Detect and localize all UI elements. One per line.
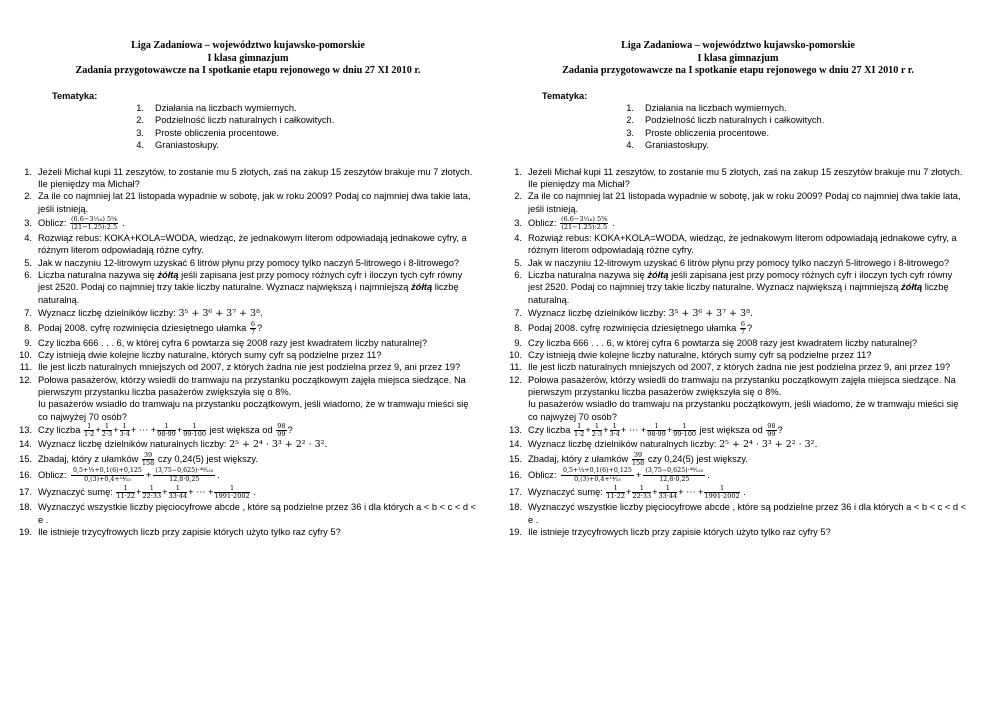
problem-item: 4. Rozwiąż rebus: KOKA+KOLA=WODA, wiedząc, że jednakowym literom odpowiadają jednakowe cyfry, a różnym literom odpowiadają różne cyfry.	[514, 233, 957, 256]
topic-item: 3. Proste obliczenia procentowe.	[136, 127, 280, 138]
problem-item: 11. Ile jest liczb naturalnych mniejszych od 2007, z których żadna nie jest podzielna przez 9, ani przez 19?	[19, 362, 461, 373]
problem-item: 16. Oblicz: $\frac{\text{0,5+⅓+0,1(6)+0,125}}{\text{0,(3)+0,4+¹⁴⁄₁₅}}$ + $\frac{\text{(3,75−0,625)·⁴⁸⁄₁₂₅}}{12,8\cdot 0,25}$ .	[509, 467, 710, 484]
topics-label: Tematyka:	[52, 90, 98, 101]
header-line3: Zadania przygotowawcze na I spotkanie etapu rejonowego w dniu 27 XI 2010 r r.	[562, 65, 914, 76]
problem-item: 10. Czy istnieją dwie kolejne liczby naturalne, których sumy cyfr są podzielne przez 11?	[509, 350, 872, 361]
header-line1: Liga Zadaniowa – województwo kujawsko-pomorskie	[131, 40, 365, 51]
topic-item: 4. Graniastosłupy.	[136, 140, 219, 151]
problem-item: 4. Rozwiąż rebus: KOKA+KOLA=WODA, wiedząc, że jednakowym literom odpowiadają jednakowe cyfry, a różnym literom odpowiadają różne cyfry.	[24, 233, 467, 256]
problem-item: 11. Ile jest liczb naturalnych mniejszych od 2007, z których żadna nie jest podzielna przez 9, ani przez 19?	[509, 362, 951, 373]
problem-item: 10. Czy istnieją dwie kolejne liczby naturalne, których sumy cyfr są podzielne przez 11?	[19, 350, 382, 361]
fraction: $\frac{6}{7}$	[740, 320, 745, 337]
header-line2: I klasa gimnazjum	[697, 52, 779, 64]
topics-list	[124, 102, 478, 152]
problem-item: 2. Za ile co najmniej lat 21 listopada wypadnie w sobotę, jak w roku 2009? Podaj co najmniej dwa takie lata, jeśli istnieją.	[24, 191, 471, 214]
problem-item: 16. Oblicz: $\frac{\text{0,5+⅓+0,1(6)+0,125}}{\text{0,(3)+0,4+¹⁴⁄₁₅}}$ + $\frac{\text{(3,75−0,625)·⁴⁸⁄₁₂₅}}{12,8\cdot 0,25}$ .	[19, 467, 220, 484]
problem-item: 19. Ile istnieje trzycyfrowych liczb przy zapisie których użyto tylko raz cyfry 5?	[509, 526, 831, 537]
problem-item: 8. Podaj 2008. cyfrę rozwinięcia dziesiętnego ułamka $\frac{6}{7}$ ?	[514, 320, 753, 337]
problem-item: 3. Oblicz: $\frac{\text{(6.6−3¹⁄₁₆) 5⅚}}{(21-1.25):2.5}$ .	[24, 215, 125, 232]
problem-item: 1. Jeżeli Michał kupi 11 zeszytów, to zostanie mu 5 złotych, zaś na zakup 15 zeszytów brakuje mu 7 złotych. Ile pieniędzy ma Michał?	[24, 166, 473, 190]
problem-item: 14. Wyznacz liczbę dzielników naturalnych liczby: 2⁵ + 2⁴ · 3³ + 2² · 3².	[19, 439, 328, 451]
header-line2: I klasa gimnazjum	[207, 52, 289, 64]
problem-item: 18. Wyznaczyć wszystkie liczby pięciocyfrowe abcde , które są podzielne przez 36 i dla których a < b < c < d < e .	[509, 502, 967, 525]
page-right	[508, 40, 968, 538]
problem-item: 6. Liczba naturalna nazywa się żółtą jeśli zapisana jest przy pomocy różnych cyfr i iloczyn tych cyfr równy jest 2520. Podaj co najmniej trzy takie liczby naturalne. Wyznacz największą i najmniejszą żółtą liczbę naturalną.	[514, 269, 953, 305]
problem-item: 1. Jeżeli Michał kupi 11 zeszytów, to zostanie mu 5 złotych, zaś na zakup 15 zeszytów brakuje mu 7 złotych. Ile pieniędzy ma Michał?	[514, 166, 963, 190]
fraction: $\frac{\text{(6.6−3¹⁄₁₆) 5⅚}}{(21-1.25):2.5}$	[561, 215, 608, 232]
problem-item: 5. Jak w naczyniu 12-litrowym uzyskać 6 litrów płynu przy pomocy tylko naczyń 5-litrowego i 8-litrowego?	[24, 257, 460, 268]
topics-label: Tematyka:	[542, 90, 588, 101]
topic-item: 2. Podzielność liczb naturalnych i całkowitych.	[136, 115, 335, 126]
problem-item: 12. Połowa pasażerów, którzy wsiedli do tramwaju na przystanku początkowym zajęła miejsca siedzące. Na pierwszym przystanku liczba pasażerów zwiększyła się o 8%. Iu pasażerów wsiadło do tramwaju na przystanku początkowym, jeśli wiadomo, że w tramwaju mieści się co najwyżej 70 osób?	[19, 374, 469, 422]
problem-item: 14. Wyznacz liczbę dzielników naturalnych liczby: 2⁵ + 2⁴ · 3³ + 2² · 3².	[509, 439, 818, 451]
topic-item: 2. Podzielność liczb naturalnych i całkowitych.	[626, 115, 825, 126]
problem-item: 17. Wyznaczyć sumę: $\frac{1}{11\cdot 22}$ + $\frac{1}{22\cdot 33}$ + $\frac{1}{33\cdot 44}$ + ⋯ + $\frac{1}{1991\cdot 2002}$ .	[19, 484, 256, 501]
problem-item: 7. Wyznacz liczbę dzielników liczby: 3⁵ + 3⁶ + 3⁷ + 3⁸.	[24, 307, 263, 319]
problem-item: 13. Czy liczba $\frac{1}{1\cdot 2}$ + $\frac{1}{2\cdot 3}$ + $\frac{1}{3\cdot 4}$ + ⋯ + $\frac{1}{98\cdot 99}$ + $\frac{1}{99\cdot 100}$ jest większa od $\frac{98}{99}$ ?	[19, 421, 293, 438]
problem-item: 5. Jak w naczyniu 12-litrowym uzyskać 6 litrów płynu przy pomocy tylko naczyń 5-litrowego i 8-litrowego?	[514, 257, 950, 268]
problem-item: 17. Wyznaczyć sumę: $\frac{1}{11\cdot 22}$ + $\frac{1}{22\cdot 33}$ + $\frac{1}{33\cdot 44}$ + ⋯ + $\frac{1}{1991\cdot 2002}$ .	[509, 484, 746, 501]
problem-item: 18. Wyznaczyć wszystkie liczby pięciocyfrowe abcde , które są podzielne przez 36 i dla których a < b < c < d < e .	[19, 502, 477, 525]
page-header	[508, 40, 968, 78]
problem-item: 2. Za ile co najmniej lat 21 listopada wypadnie w sobotę, jak w roku 2009? Podaj co najmniej dwa takie lata, jeśli istnieją.	[514, 191, 961, 214]
header-line3: Zadania przygotowawcze na I spotkanie etapu rejonowego w dniu 27 XI 2010 r.	[75, 65, 421, 76]
problem-item: 6. Liczba naturalna nazywa się żółtą jeśli zapisana jest przy pomocy różnych cyfr i iloczyn tych cyfr równy jest 2520. Podaj co najmniej trzy takie liczby naturalne. Wyznacz największą i najmniejszą żółtą liczbę naturalną.	[24, 269, 463, 305]
topics-list	[614, 102, 968, 152]
topic-item: 1. Działania na liczbach wymiernych.	[136, 102, 297, 113]
problem-item: 15. Zbadaj, który z ułamków $\frac{39}{158}$ czy 0,24(5) jest większy.	[509, 450, 748, 467]
page-left	[18, 40, 478, 538]
problem-item: 9. Czy liczba 666 . . . 6, w której cyfra 6 powtarza się 2008 razy jest kwadratem liczby naturalnej?	[514, 337, 918, 348]
problem-item: 15. Zbadaj, który z ułamków $\frac{39}{158}$ czy 0,24(5) jest większy.	[19, 450, 258, 467]
fraction: $\frac{\text{(6.6−3¹⁄₁₆) 5⅚}}{(21-1.25):2.5}$	[71, 215, 118, 232]
problem-item: 8. Podaj 2008. cyfrę rozwinięcia dziesiętnego ułamka $\frac{6}{7}$ ?	[24, 320, 263, 337]
problem-item: 3. Oblicz: $\frac{\text{(6.6−3¹⁄₁₆) 5⅚}}{(21-1.25):2.5}$ .	[514, 215, 615, 232]
header-line1: Liga Zadaniowa – województwo kujawsko-pomorskie	[621, 40, 855, 51]
page-header	[18, 40, 478, 78]
problem-list	[18, 166, 478, 538]
problem-item: 9. Czy liczba 666 . . . 6, w której cyfra 6 powtarza się 2008 razy jest kwadratem liczby naturalnej?	[24, 337, 428, 348]
problem-item: 13. Czy liczba $\frac{1}{1\cdot 2}$ + $\frac{1}{2\cdot 3}$ + $\frac{1}{3\cdot 4}$ + ⋯ + $\frac{1}{98\cdot 99}$ + $\frac{1}{99\cdot 100}$ jest większa od $\frac{98}{99}$ ?	[509, 421, 783, 438]
problem-item: 7. Wyznacz liczbę dzielników liczby: 3⁵ + 3⁶ + 3⁷ + 3⁸.	[514, 307, 753, 319]
topic-item: 3. Proste obliczenia procentowe.	[626, 127, 770, 138]
problem-item: 19. Ile istnieje trzycyfrowych liczb przy zapisie których użyto tylko raz cyfry 5?	[19, 526, 341, 537]
topic-item: 4. Graniastosłupy.	[626, 140, 709, 151]
problem-item: 12. Połowa pasażerów, którzy wsiedli do tramwaju na przystanku początkowym zajęła miejsca siedzące. Na pierwszym przystanku liczba pasażerów zwiększyła się o 8%. Iu pasażerów wsiadło do tramwaju na przystanku początkowym, jeśli wiadomo, że w tramwaju mieści się co najwyżej 70 osób?	[509, 374, 959, 422]
fraction: $\frac{6}{7}$	[250, 320, 255, 337]
problem-list	[508, 166, 968, 538]
topic-item: 1. Działania na liczbach wymiernych.	[626, 102, 787, 113]
